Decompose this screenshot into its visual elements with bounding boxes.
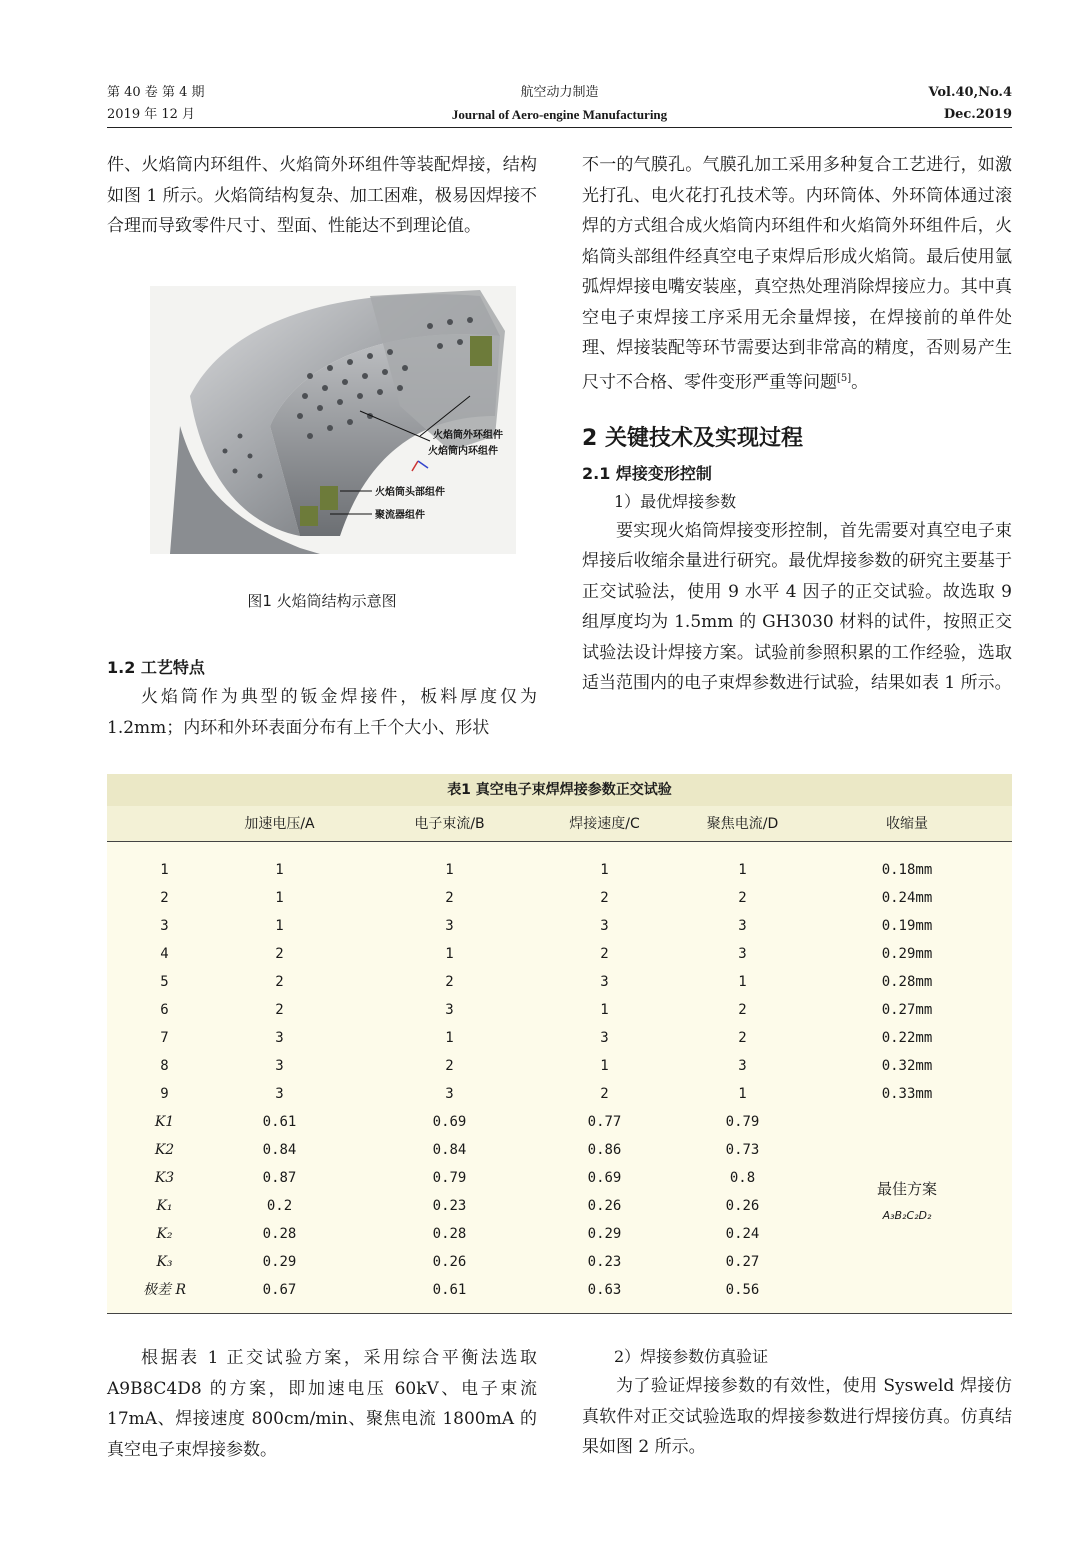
header-cell: 焊接速度/C — [569, 816, 640, 832]
table-cell: 0.26 — [587, 1198, 622, 1214]
table-cell: 2 — [275, 946, 284, 962]
table-cell: 0.67 — [262, 1282, 297, 1298]
table-cell: 0.22mm — [881, 1030, 933, 1046]
table-cell: 0.84 — [262, 1142, 297, 1158]
table-row — [107, 1136, 1012, 1164]
header-center — [107, 82, 1012, 126]
table-cell: 0.84 — [432, 1142, 467, 1158]
table-cell: 0.24 — [725, 1226, 760, 1242]
table-row — [107, 1248, 1012, 1276]
best-scheme-value: A₃B₂C₂D₂ — [882, 1209, 932, 1222]
table-row — [107, 1108, 1012, 1136]
table-cell: K1 — [154, 1114, 175, 1130]
table-body — [107, 842, 1012, 1304]
table-cell: 0.27 — [725, 1254, 760, 1270]
label-inner-ring: 火焰筒内环组件 — [428, 446, 498, 457]
table-cell: 0.26 — [725, 1198, 760, 1214]
table-cell: 0.29 — [262, 1254, 297, 1270]
table-row — [107, 856, 1012, 884]
table-cell: 0.56 — [725, 1282, 760, 1298]
paragraph-end: 。 — [851, 372, 869, 393]
table-cell: 1 — [600, 1002, 609, 1018]
table-cell: 5 — [160, 974, 169, 990]
table-cell: 2 — [445, 890, 454, 906]
subsection-heading-1: 1）最优焊接参数 — [614, 491, 737, 511]
journal-title-en: Journal of Aero-engine Manufacturing — [451, 107, 668, 122]
date-en: Dec.2019 — [943, 107, 1012, 122]
table-cell: K₂ — [156, 1226, 173, 1242]
table-cell: 1 — [445, 862, 454, 878]
table-cell: 0.32mm — [881, 1058, 933, 1074]
table-cell: 7 — [160, 1030, 169, 1046]
table-cell: 0.19mm — [881, 918, 933, 934]
table-row — [107, 912, 1012, 940]
table-cell: 3 — [445, 918, 454, 934]
table-cell: 0.29mm — [881, 946, 933, 962]
figure-1-caption: 图1 火焰筒结构示意图 — [247, 592, 397, 610]
table-cell: 3 — [600, 918, 609, 934]
table-cell: 极差 R — [143, 1282, 186, 1298]
table-cell: 0.23 — [432, 1198, 467, 1214]
table-row — [107, 968, 1012, 996]
table-row — [107, 940, 1012, 968]
label-head: 火焰筒头部组件 — [375, 487, 445, 498]
table-cell: 2 — [445, 974, 454, 990]
journal-title-cn: 航空动力制造 — [520, 85, 599, 100]
table-cell: 0.29 — [587, 1226, 622, 1242]
table-cell: 1 — [445, 946, 454, 962]
paragraph: 要实现火焰筒焊接变形控制，首先需要对真空电子束焊接后收缩余量进行研究。最优焊接参数的研究主要基于正交试验法，使用 9 水平 4 因子的正交试验。故选取 9 组厚度均为 1.5mm 的 GH3030 材料的试件，按照正交试验法设计焊接方案。试验前参照积累的工作经验，选取适当范围内的电子束焊参数进行试验，结果如表 1 所示。 — [582, 520, 1012, 694]
table-cell: 8 — [160, 1058, 169, 1074]
table-cell: 0.8 — [729, 1170, 756, 1186]
paragraph: 火焰筒作为典型的钣金焊接件，板料厚度仅为 1.2mm；内环和外环表面分布有上千个大小、形状 — [107, 687, 537, 738]
table-cell: 2 — [600, 890, 609, 906]
volume-en: Vol.40,No.4 — [928, 85, 1012, 100]
table-cell: 3 — [738, 946, 747, 962]
table-cell: 0.61 — [262, 1114, 297, 1130]
table-cell: 2 — [738, 1030, 747, 1046]
table-header-row — [107, 806, 1012, 842]
label-outer-ring: 火焰筒外环组件 — [433, 430, 503, 441]
table-cell: 1 — [738, 1086, 747, 1102]
table-row — [107, 884, 1012, 912]
bottom-right-column — [582, 1343, 1012, 1463]
table-cell: 0.23 — [587, 1254, 622, 1270]
table-cell: 4 — [160, 946, 169, 962]
table-cell: 0.27mm — [881, 1002, 933, 1018]
table-cell: 0.28mm — [881, 974, 933, 990]
header-cell: 聚焦电流/D — [706, 816, 779, 832]
table-cell: 1 — [160, 862, 169, 878]
combustor-illustration — [150, 286, 516, 554]
paragraph: 为了验证焊接参数的有效性，使用 Sysweld 焊接仿真软件对正交试验选取的焊接参数进行焊接仿真。仿真结果如图 2 所示。 — [582, 1376, 1012, 1457]
table-cell: 0.69 — [432, 1114, 467, 1130]
table-cell: 6 — [160, 1002, 169, 1018]
table-cell: K2 — [154, 1142, 175, 1158]
header-right — [928, 82, 1012, 126]
left-column-section-1-2 — [107, 654, 537, 743]
table-cell: 1 — [275, 862, 284, 878]
table-row — [107, 1024, 1012, 1052]
table-cell: 0.26 — [432, 1254, 467, 1270]
table-cell: K₁ — [156, 1198, 173, 1214]
table-cell: 3 — [600, 974, 609, 990]
table-row — [107, 1052, 1012, 1080]
section-heading-2: 2 关键技术及实现过程 — [582, 425, 803, 451]
table-cell: 1 — [600, 862, 609, 878]
table-cell: 3 — [738, 1058, 747, 1074]
table-cell: 3 — [275, 1086, 284, 1102]
paragraph: 根据表 1 正交试验方案，采用综合平衡法选取 A9B8C4D8 的方案，即加速电压 60kV、电子束流 17mA、焊接速度 800cm/min、聚焦电流 1800mA 的真空电子束焊接参数。 — [107, 1348, 537, 1460]
table-cell: 0.79 — [725, 1114, 760, 1130]
table-cell: 3 — [160, 918, 169, 934]
table-bottom-rule — [107, 1313, 1012, 1314]
table-cell: K3 — [154, 1170, 175, 1186]
table-cell: 0.86 — [587, 1142, 622, 1158]
bottom-left-column — [107, 1343, 537, 1465]
table-cell: 2 — [738, 1002, 747, 1018]
figure-1 — [150, 286, 516, 554]
table-cell: 0.24mm — [881, 890, 933, 906]
table-cell: 0.28 — [432, 1226, 467, 1242]
table-cell: 0.69 — [587, 1170, 622, 1186]
table-cell: 2 — [600, 946, 609, 962]
table-cell: 0.87 — [262, 1170, 297, 1186]
table-cell: 0.77 — [587, 1114, 622, 1130]
table-cell: 0.2 — [266, 1198, 293, 1214]
table-1 — [107, 774, 1012, 1314]
best-scheme — [832, 1174, 982, 1228]
table-cell: 2 — [738, 890, 747, 906]
volume-issue: 第 40 卷 第 4 期 — [107, 85, 205, 100]
table-cell: 1 — [738, 974, 747, 990]
label-swirler: 聚流器组件 — [375, 510, 425, 521]
subsection-heading-2: 2）焊接参数仿真验证 — [614, 1347, 769, 1366]
table-cell: 3 — [600, 1030, 609, 1046]
paragraph — [582, 150, 1012, 398]
table-cell: 3 — [738, 918, 747, 934]
table-cell: 0.63 — [587, 1282, 622, 1298]
table-cell: 2 — [600, 1086, 609, 1102]
table-cell: 1 — [445, 1030, 454, 1046]
table-cell: 3 — [445, 1002, 454, 1018]
citation-ref: [5] — [837, 372, 852, 384]
table-cell: 1 — [738, 862, 747, 878]
table-cell: 2 — [445, 1058, 454, 1074]
section-heading-2-1: 2.1 焊接变形控制 — [582, 463, 712, 483]
table-cell: 1 — [275, 918, 284, 934]
table-cell: 3 — [275, 1030, 284, 1046]
table-cell: 0.18mm — [881, 862, 933, 878]
table-cell: 0.79 — [432, 1170, 467, 1186]
section-heading-1-2: 1.2 工艺特点 — [107, 658, 205, 677]
paragraph: 件、火焰筒内环组件、火焰筒外环组件等装配焊接，结构如图 1 所示。火焰筒结构复杂、加工困难，极易因焊接不合理而导致零件尺寸、型面、性能达不到理论值。 — [107, 155, 537, 236]
table-cell: 1 — [275, 890, 284, 906]
right-column — [582, 150, 1012, 699]
table-cell: 2 — [160, 890, 169, 906]
issue-date: 2019 年 12 月 — [107, 107, 196, 122]
paragraph-text: 不一的气膜孔。气膜孔加工采用多种复合工艺进行，如激光打孔、电火花打孔技术等。内环筒体、外环筒体通过滚焊的方式组合成火焰筒内环组件和火焰筒外环组件后，火焰筒头部组件经真空电子束焊后形成火焰筒。最后使用氩弧焊焊接电嘴安装座，真空热处理消除焊接应力。其中真空电子束焊接工序采用无余量焊接，在焊接前的单件处理、焊接装配等环节需要达到非常高的精度，否则易产生尺寸不合格、零件变形严重等问题 — [582, 155, 1012, 393]
header-cell: 加速电压/A — [244, 816, 315, 832]
header-cell: 收缩量 — [886, 816, 928, 832]
header-cell: 电子束流/B — [414, 816, 485, 832]
table-row — [107, 996, 1012, 1024]
page-header — [107, 82, 1012, 128]
table-row — [107, 1276, 1012, 1304]
table-cell: 9 — [160, 1086, 169, 1102]
table-cell: 3 — [445, 1086, 454, 1102]
table-cell: K₃ — [156, 1254, 173, 1270]
table-cell: 2 — [275, 1002, 284, 1018]
table-cell: 0.28 — [262, 1226, 297, 1242]
table-cell: 0.33mm — [881, 1086, 933, 1102]
table-cell: 0.61 — [432, 1282, 467, 1298]
table-cell: 0.73 — [725, 1142, 760, 1158]
table-title: 表1 真空电子束焊焊接参数正交试验 — [107, 774, 1012, 806]
table-cell: 1 — [600, 1058, 609, 1074]
best-scheme-label: 最佳方案 — [876, 1180, 937, 1198]
table-cell: 3 — [275, 1058, 284, 1074]
table-row — [107, 1080, 1012, 1108]
table-cell: 2 — [275, 974, 284, 990]
left-column-top — [107, 150, 537, 242]
